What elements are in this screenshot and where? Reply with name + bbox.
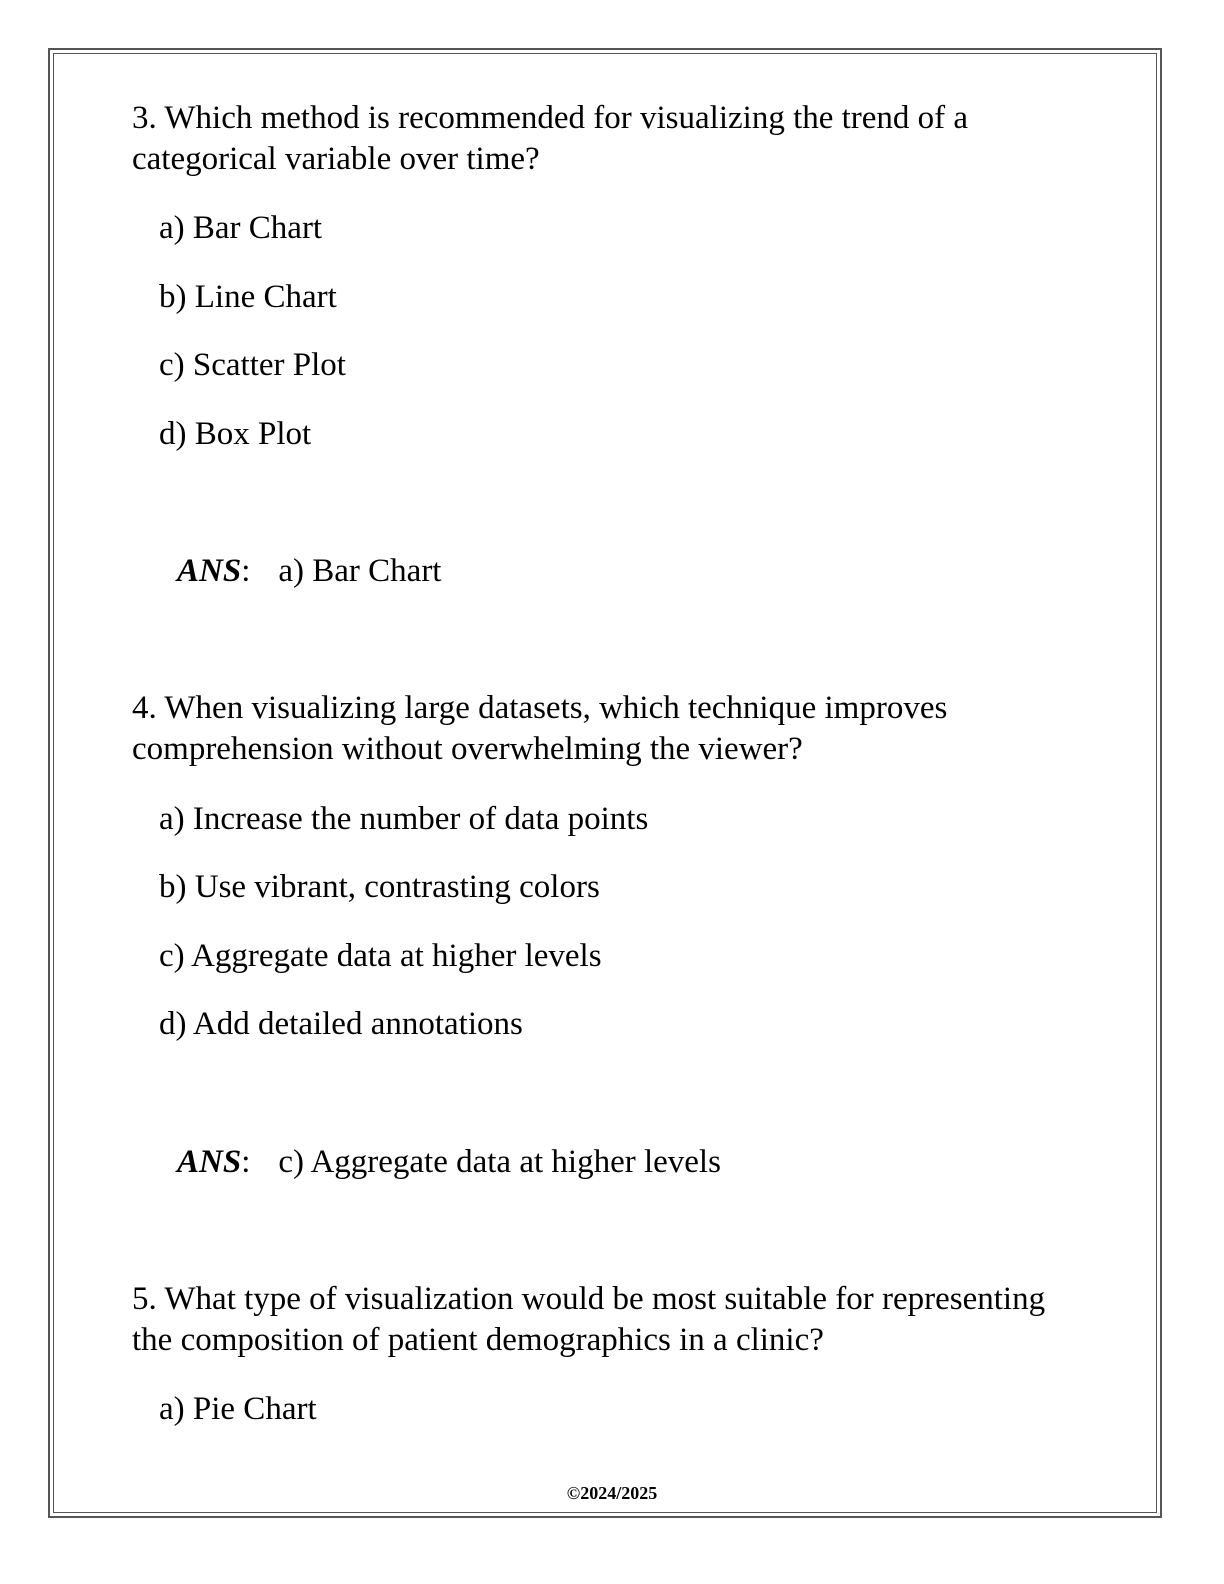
answer-4 xyxy=(132,1142,721,1183)
copyright-footer: ©2024/2025 xyxy=(566,1483,658,1503)
ans-colon: : xyxy=(241,1144,251,1180)
option-3c: c) Scatter Plot xyxy=(159,347,346,383)
option-4b: b) Use vibrant, contrasting colors xyxy=(159,869,600,905)
option-5a: a) Pie Chart xyxy=(159,1391,317,1427)
ans-label: ANS xyxy=(177,1144,242,1180)
ans-label: ANS xyxy=(177,553,242,589)
ans-colon: : xyxy=(241,553,251,589)
option-3d: d) Box Plot xyxy=(159,416,312,452)
answer-4-value: c) Aggregate data at higher levels xyxy=(278,1144,721,1180)
option-3b: b) Line Chart xyxy=(159,279,337,315)
question-4: 4. When visualizing large datasets, which technique improves comprehension without overwhelming the viewer? xyxy=(132,690,948,767)
question-5: 5. What type of visualization would be most suitable for representing the composition of patient demographics in a clinic? xyxy=(132,1281,1046,1358)
option-4a: a) Increase the number of data points xyxy=(159,801,649,837)
option-4c: c) Aggregate data at higher levels xyxy=(159,938,602,974)
option-3a: a) Bar Chart xyxy=(159,210,323,246)
answer-3 xyxy=(132,551,441,592)
question-3: 3. Which method is recommended for visualizing the trend of a categorical variable over time? xyxy=(132,100,969,177)
answer-3-value: a) Bar Chart xyxy=(278,553,442,589)
option-4d: d) Add detailed annotations xyxy=(159,1006,523,1042)
